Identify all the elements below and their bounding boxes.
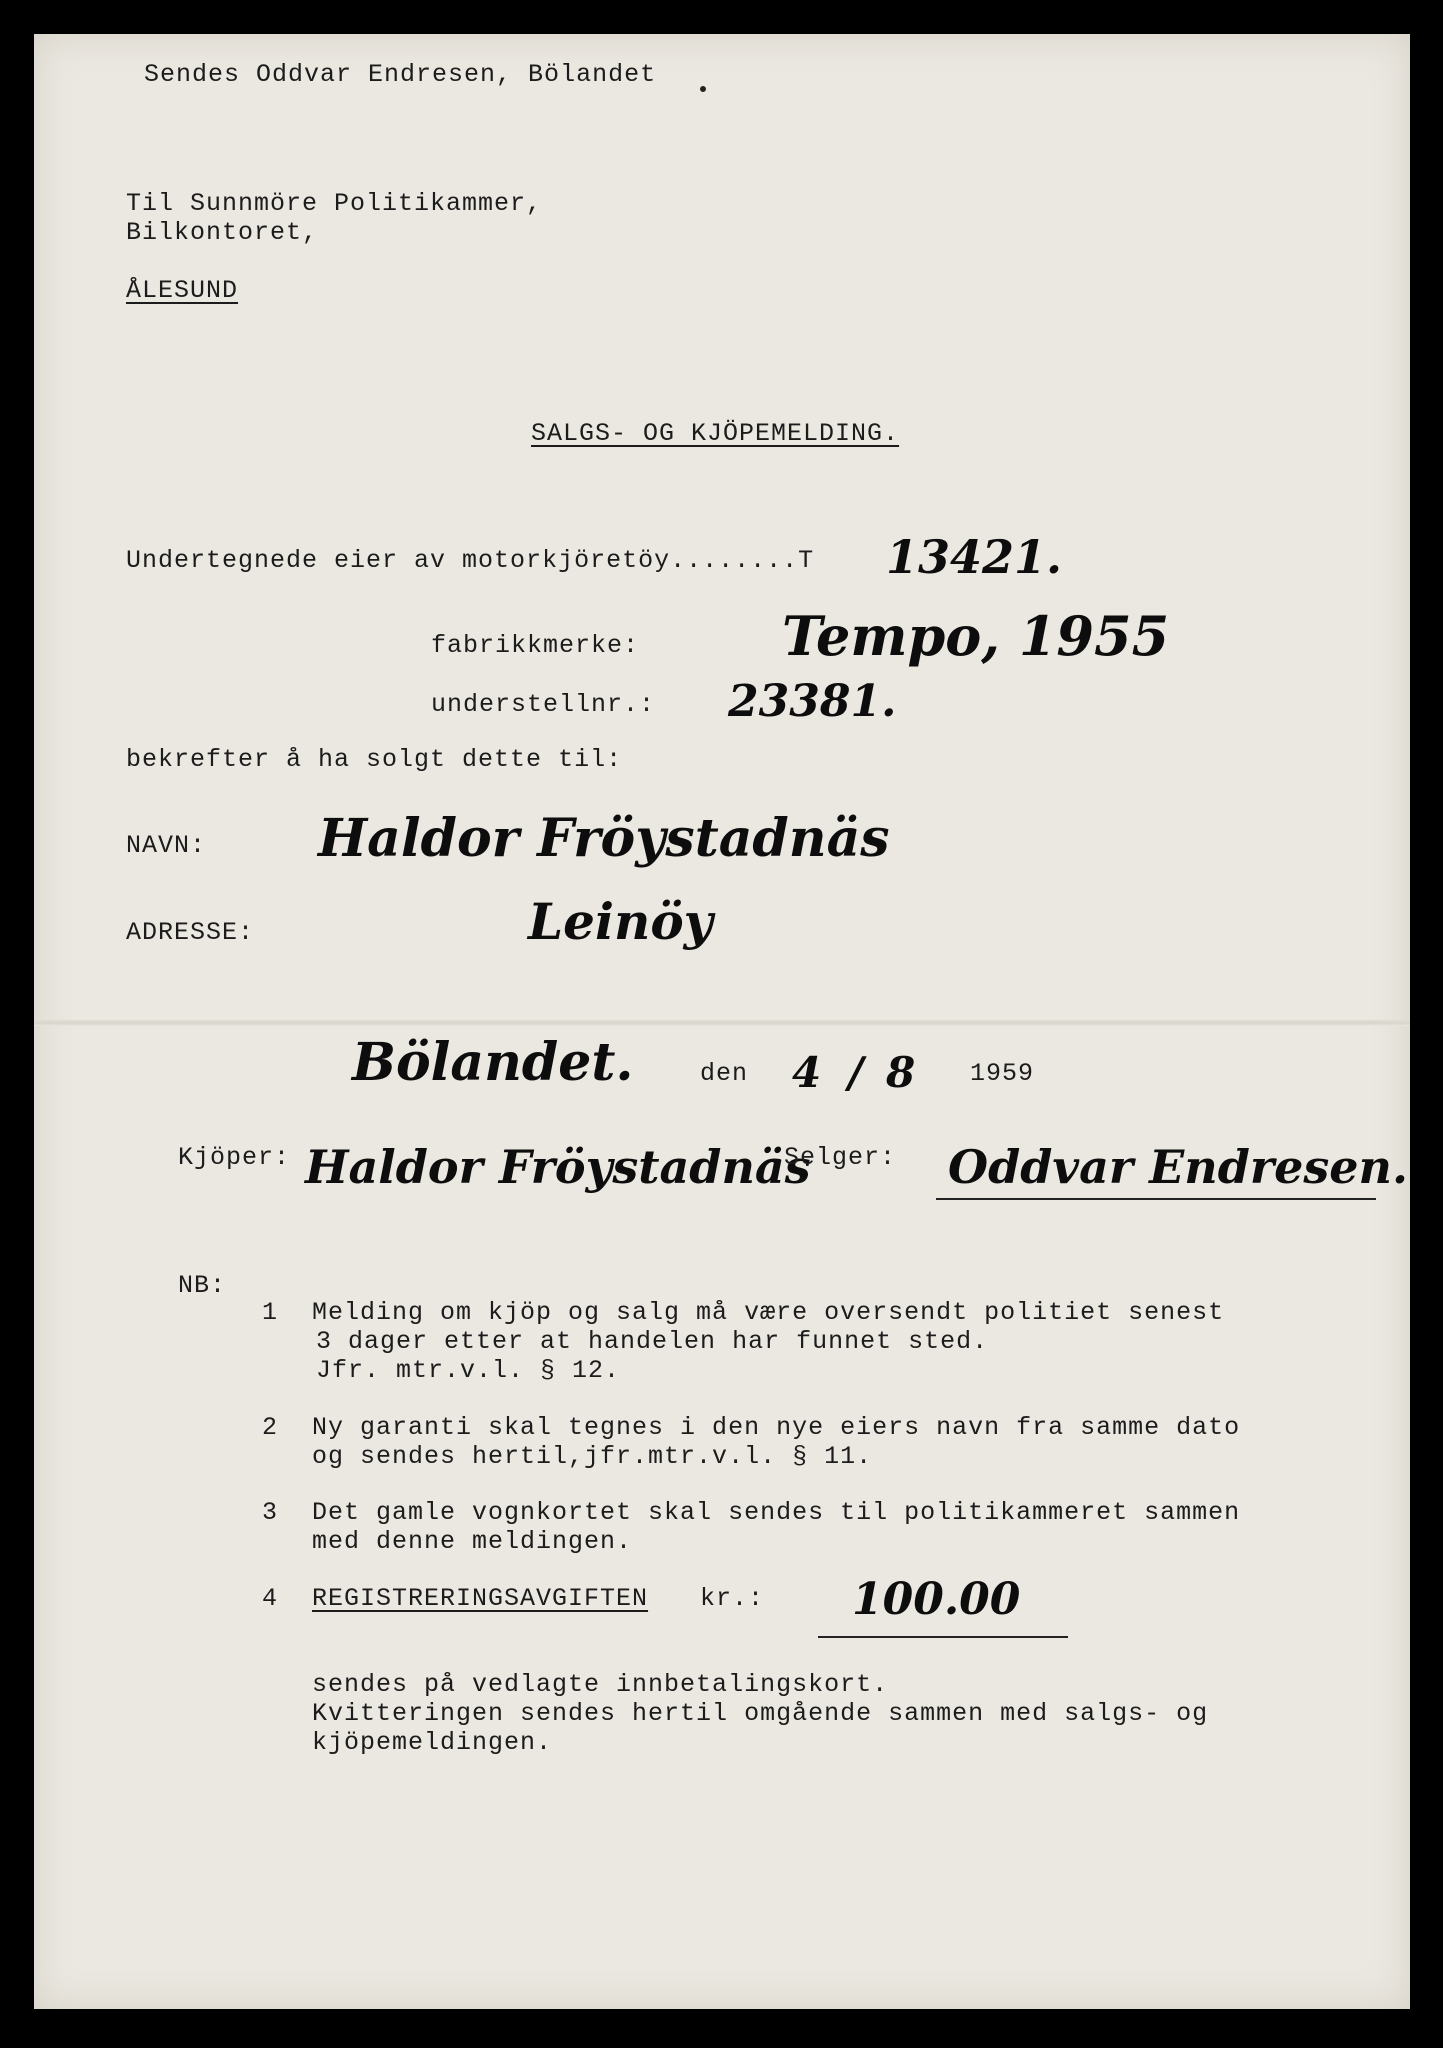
date-month: 8 (886, 1048, 916, 1097)
note-3-line-2: med denne meldingen. (312, 1527, 633, 1556)
recipient-line-2: Bilkontoret, (126, 218, 319, 247)
name-label: NAVN: (126, 831, 207, 860)
note-1-line-2: 3 dager etter at handelen har funnet sted. (300, 1327, 989, 1356)
recipient-city: ÅLESUND (126, 276, 239, 305)
form-title: SALGS- OG KJÖPEMELDING. (531, 419, 900, 448)
fee-amount: 100.00 (852, 1574, 1021, 1625)
footer-line-2: Kvitteringen sendes hertil omgående sammen med salgs- og (312, 1699, 1209, 1728)
note-3-line-1: Det gamle vognkortet skal sendes til politikammeret sammen (312, 1498, 1241, 1527)
owner-label: Undertegnede eier av motorkjöretöy........T (126, 546, 815, 575)
buyer-signature: Haldor Fröystadnäs (305, 1140, 811, 1194)
fee-amount-line (818, 1636, 1068, 1638)
fee-label: REGISTRERINGSAVGIFTEN (312, 1584, 649, 1613)
seller-signature-line (936, 1198, 1376, 1200)
footer-line-3: kjöpemeldingen. (312, 1728, 553, 1757)
address-label: ADRESSE: (126, 918, 255, 947)
sold-to-label: bekrefter å ha solgt dette til: (126, 745, 623, 774)
date-separator: / (848, 1048, 864, 1097)
date-day: 4 (792, 1048, 822, 1097)
recipient-line-1: Til Sunnmöre Politikammer, (126, 189, 543, 218)
note-2-number: 2 (262, 1413, 279, 1442)
chassis-value: 23381. (728, 676, 897, 727)
note-1-line-1: Melding om kjöp og salg må være oversendt politiet senest (312, 1298, 1225, 1327)
paper-fold (34, 1020, 1410, 1026)
fee-kr-label: kr.: (700, 1584, 765, 1613)
note-3-number: 3 (262, 1498, 279, 1527)
date-den-label: den (700, 1059, 749, 1088)
buyer-sign-label: Kjöper: (178, 1143, 291, 1172)
note-1-line-3: Jfr. mtr.v.l. § 12. (300, 1356, 621, 1385)
seller-signature: Oddvar Endresen. (948, 1140, 1408, 1194)
nb-label: NB: (178, 1271, 227, 1300)
sender-line: Sendes Oddvar Endresen, Bölandet (144, 60, 657, 89)
make-label: fabrikkmerke: (431, 631, 640, 660)
seller-sign-label: Selger: (784, 1143, 897, 1172)
period-mark (700, 86, 706, 92)
note-1-number: 1 (262, 1298, 279, 1327)
date-year: 1959 (970, 1059, 1035, 1088)
note-2-line-2: og sendes hertil,jfr.mtr.v.l. § 11. (312, 1442, 873, 1471)
footer-line-1: sendes på vedlagte innbetalingskort. (312, 1670, 889, 1699)
buyer-address-value: Leinöy (528, 892, 713, 951)
registration-number: 13421. (886, 530, 1063, 584)
make-value: Tempo, 1955 (782, 604, 1170, 668)
buyer-name-value: Haldor Fröystadnäs (318, 808, 890, 869)
chassis-label: understellnr.: (431, 690, 656, 719)
note-4-number: 4 (262, 1584, 279, 1613)
note-2-line-1: Ny garanti skal tegnes i den nye eiers navn fra samme dato (312, 1413, 1241, 1442)
place-value: Bölandet. (352, 1032, 634, 1093)
